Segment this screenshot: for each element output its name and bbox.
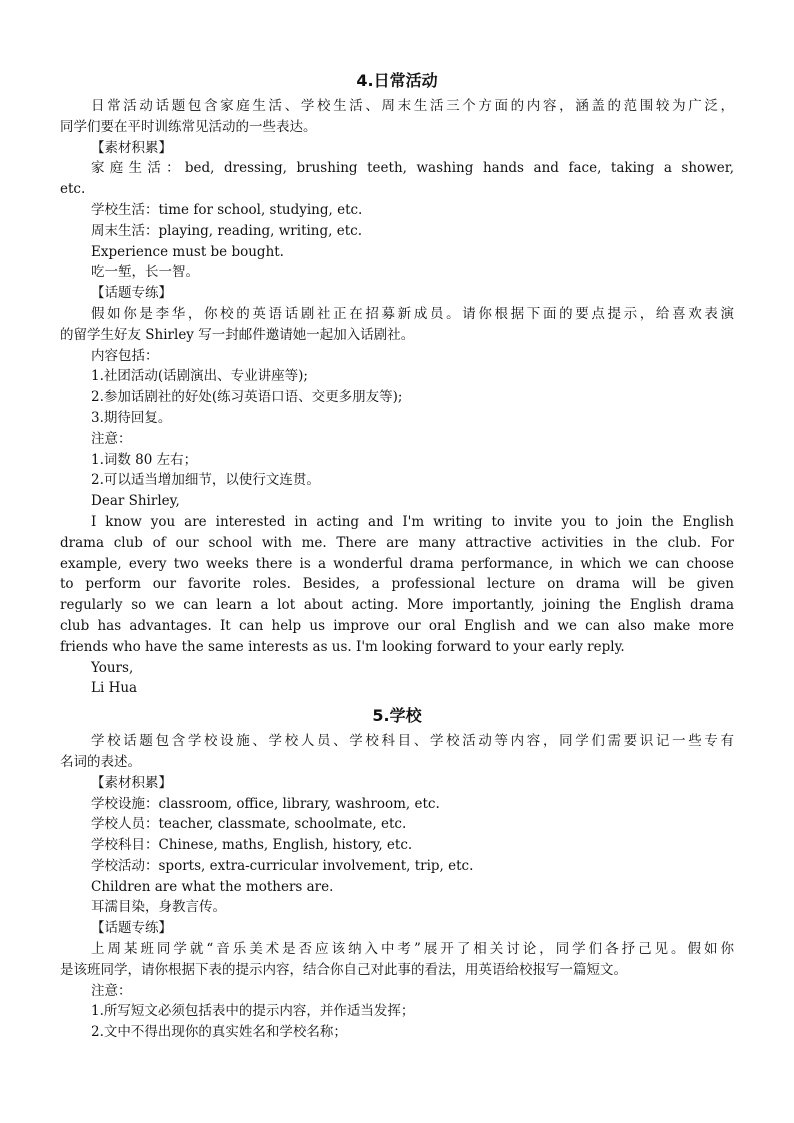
material-line: 吃一堑，长一智。 [91,264,199,281]
practice-line: 假如你是李华，你校的英语话剧社正在招募新成员。请你根据下面的要点提示，给喜欢表演 [91,305,734,322]
letter-line: to perform our favorite roles. Besides, a professional lecture on drama will be given [60,576,734,593]
material-line: 学校设施：classroom, office, library, washroom, etc. [91,795,440,812]
content-item: 内容包括： [91,347,159,364]
practice-line: 的留学生好友 Shirley 写一封邮件邀请她一起加入话剧社。 [60,326,415,343]
material-line: 家庭生活：bed, dressing, brushing teeth, washing hands and face, taking a shower, [91,160,734,177]
content-item: 1.社团活动(话剧演出、专业讲座等); [91,368,308,385]
letter-line: club has advantages. It can help us improve our oral English and we can also make more [60,617,734,634]
content-item: 2.参加话剧社的好处(练习英语口语、交更多朋友等); [91,389,403,406]
note-line: 1.所写短文必须包括表中的提示内容，并作适当发挥； [91,1003,415,1020]
note-line: 注意： [91,982,132,999]
intro-line: 学校话题包含学校设施、学校人员、学校科目、学校活动等内容，同学们需要识记一些专有 [91,733,734,750]
material-line: etc. [60,181,86,198]
letter-line: friends who have the same interests as us. I'm looking forward to your early reply. [60,638,625,655]
intro-line: 日常活动话题包含家庭生活、学校生活、周末生活三个方面的内容，涵盖的范围较为广泛， [91,98,734,114]
letter-line: I know you are interested in acting and I'm writing to invite you to join the English [91,513,734,530]
letter-line: drama club of our school with me. There are many attractive activities in the club. For [60,534,734,551]
practice-heading: 【话题专练】 [91,920,172,937]
content-item: 1.词数 80 左右； [91,451,198,468]
material-line: 学校活动：sports, extra-curricular involvement, trip, etc. [91,857,474,874]
letter-signature: Li Hua [91,680,138,697]
content-item: 3.期待回复。 [91,409,172,426]
document-page [60,64,734,1043]
content-item: 注意： [91,430,132,447]
material-line: 学校科目：Chinese, maths, English, history, etc. [91,837,413,854]
intro-line: 同学们要在平时训练常见活动的一些表达。 [60,118,317,135]
material-line: 学校生活：time for school, studying, etc. [91,201,363,218]
practice-line: 上周某班同学就“音乐美术是否应该纳入中考”展开了相关讨论，同学们各抒己见。假如你 [91,941,734,958]
note-line: 2.文中不得出现你的真实姓名和学校名称； [91,1024,347,1041]
practice-line: 是该班同学，请你根据下表的提示内容，结合你自己对此事的看法，用英语给校报写一篇短文。 [60,961,627,978]
intro-line: 名词的表述。 [60,753,141,770]
material-line: Children are what the mothers are. [91,878,334,895]
material-line: Experience must be bought. [91,243,284,260]
material-heading: 【素材积累】 [91,139,172,156]
letter-line: example, every two weeks there is a wonderful drama performance, in which we can choose [60,555,734,572]
letter-closing: Yours, [91,659,134,676]
material-line: 学校人员：teacher, classmate, schoolmate, etc. [91,816,407,833]
letter-line: regularly so we can learn a lot about acting. More importantly, joining the English drama [60,597,734,614]
material-line: 耳濡目染，身教言传。 [91,899,226,916]
material-heading: 【素材积累】 [91,774,172,791]
material-line: 周末生活：playing, reading, writing, etc. [91,222,362,239]
letter-greeting: Dear Shirley, [91,493,180,510]
content-item: 2.可以适当增加细节，以使行文连贯。 [91,472,320,489]
practice-heading: 【话题专练】 [91,285,172,302]
section-title: 4.日常活动 [356,71,438,90]
section-title: 5.学校 [372,706,422,726]
